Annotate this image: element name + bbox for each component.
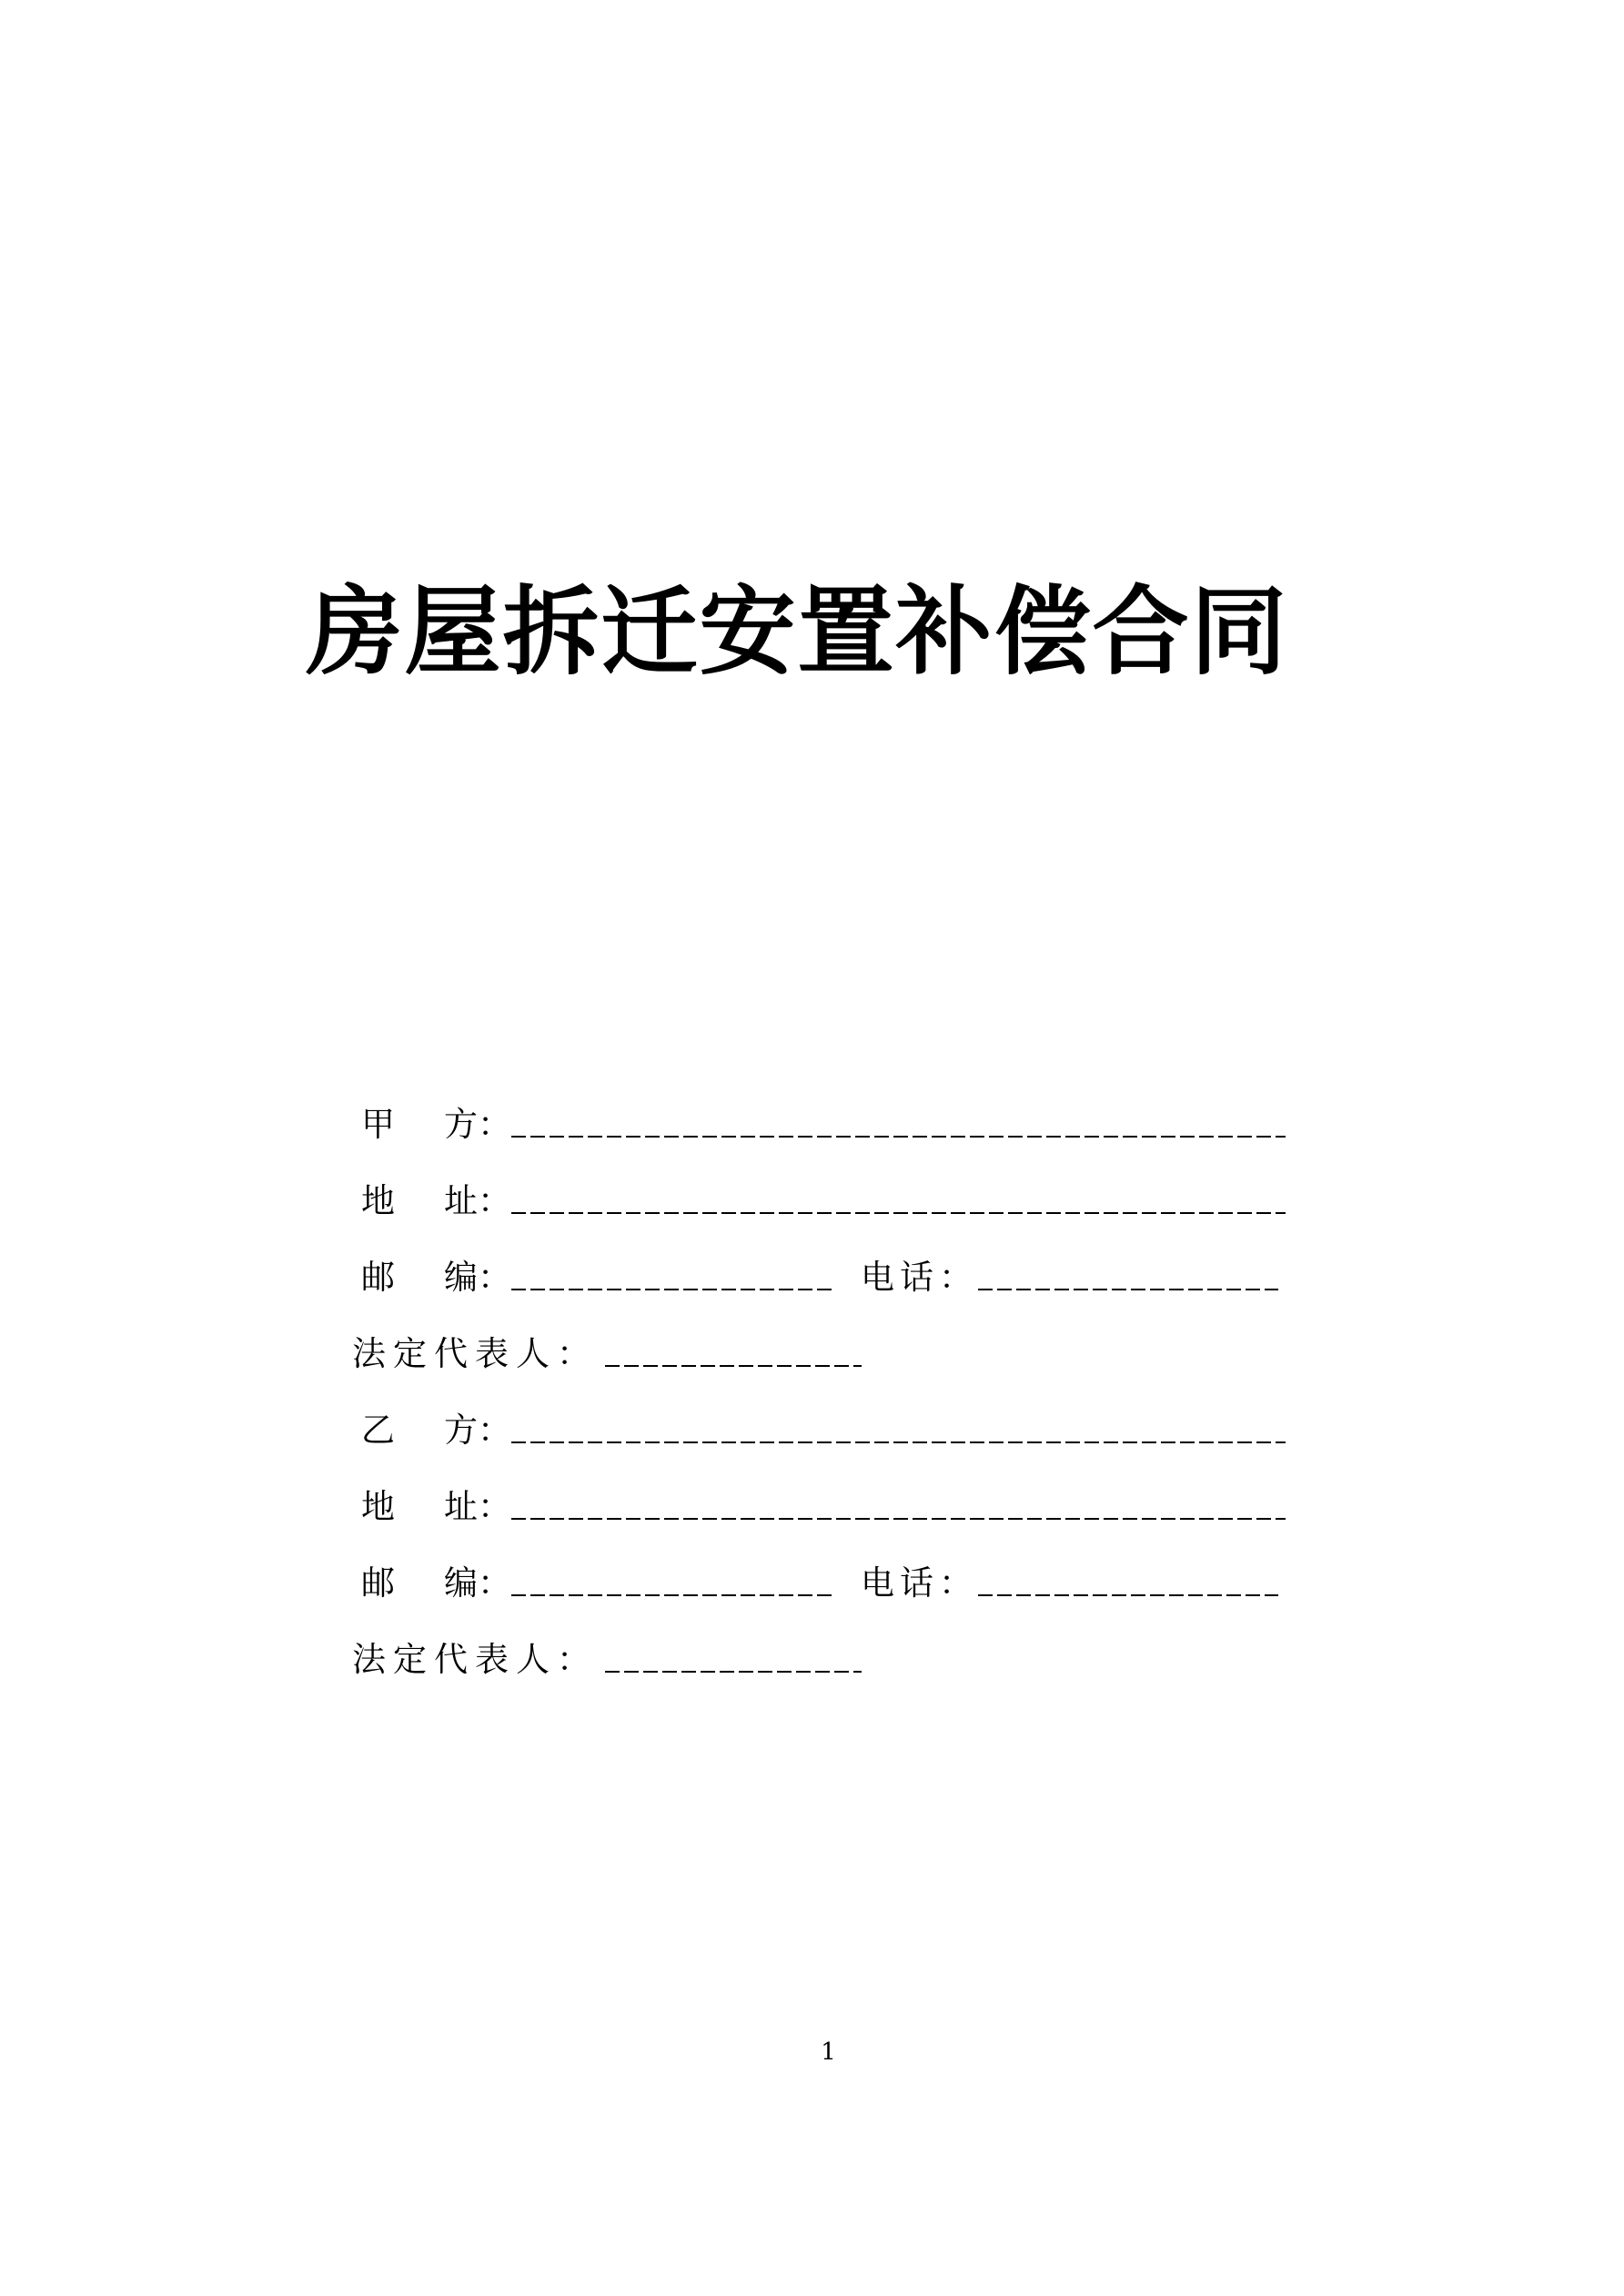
party-b-name-label-char1: 乙 bbox=[361, 1411, 395, 1450]
party-b-representative-row bbox=[352, 1633, 862, 1687]
party-b-contact-row bbox=[352, 1556, 1278, 1611]
party-b-address-label-char1: 地 bbox=[361, 1487, 395, 1526]
party-a-name-label-char2: 方： bbox=[444, 1105, 511, 1144]
party-b-postal-label-char2: 编： bbox=[444, 1563, 511, 1603]
party-b-address-label-char2: 址： bbox=[444, 1487, 511, 1526]
party-b-representative-blank[interactable] bbox=[605, 1671, 862, 1673]
party-a-address-label bbox=[352, 1174, 511, 1229]
party-b-name-label bbox=[352, 1403, 511, 1458]
party-b-postal-label-char1: 邮 bbox=[361, 1563, 395, 1603]
party-a-phone-blank[interactable] bbox=[978, 1289, 1278, 1290]
party-a-postal-label-char2: 编： bbox=[444, 1258, 511, 1297]
party-a-phone-label: 电话： bbox=[861, 1258, 978, 1297]
document-title: 房屋拆迁安置补偿合同 bbox=[306, 576, 1289, 688]
party-b-name-blank[interactable] bbox=[511, 1441, 1286, 1443]
party-b-address-label bbox=[352, 1480, 511, 1534]
party-b-address-row bbox=[352, 1480, 1286, 1534]
party-b-representative-label: 法定代表人： bbox=[352, 1640, 598, 1679]
party-a-address-row bbox=[352, 1174, 1286, 1229]
party-b-address-blank[interactable] bbox=[511, 1518, 1286, 1520]
party-a-representative-blank[interactable] bbox=[605, 1365, 862, 1367]
party-a-address-blank[interactable] bbox=[511, 1212, 1286, 1214]
party-b-name-row bbox=[352, 1403, 1286, 1458]
party-b-phone-label: 电话： bbox=[861, 1563, 978, 1603]
party-a-name-label-char1: 甲 bbox=[361, 1105, 395, 1144]
page-number: 1 bbox=[821, 2038, 836, 2066]
party-a-address-label-char2: 址： bbox=[444, 1181, 511, 1220]
party-b-postal-blank[interactable] bbox=[511, 1594, 833, 1596]
party-a-address-label-char1: 地 bbox=[361, 1181, 395, 1220]
party-b-phone-blank[interactable] bbox=[978, 1594, 1278, 1596]
party-a-name-blank[interactable] bbox=[511, 1136, 1286, 1138]
party-b-name-label-char2: 方： bbox=[444, 1411, 511, 1450]
party-b-postal-label bbox=[352, 1556, 511, 1611]
party-a-representative-row bbox=[352, 1327, 862, 1381]
party-a-postal-label bbox=[352, 1250, 511, 1305]
party-a-postal-blank[interactable] bbox=[511, 1289, 833, 1290]
party-a-representative-label: 法定代表人： bbox=[352, 1334, 598, 1373]
party-a-name-row bbox=[352, 1097, 1286, 1152]
party-a-postal-label-char1: 邮 bbox=[361, 1258, 395, 1297]
party-a-name-label bbox=[352, 1097, 511, 1152]
party-a-contact-row bbox=[352, 1250, 1278, 1305]
